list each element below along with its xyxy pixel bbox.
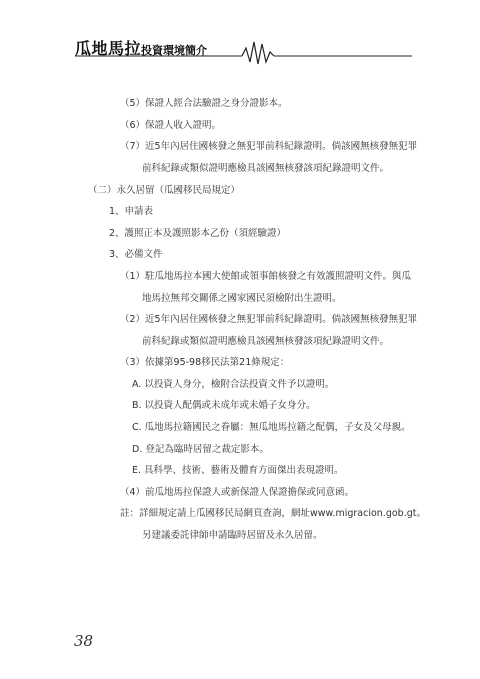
text-line: 2、護照正本及護照影本乙份（須經驗證）: [109, 228, 287, 239]
header-waveform-decoration: [0, 28, 480, 68]
list-item: B. 以投資人配偶或未成年或未婚子女身分。: [132, 400, 316, 411]
list-item: C. 瓜地馬拉籍國民之眷屬：無瓜地馬拉籍之配偶，子女及父母親。: [132, 422, 411, 433]
text-line: （3）依據第95-98移民法第21條規定：: [120, 357, 290, 368]
header-title: [75, 36, 207, 59]
header-title-sub: 投資環境簡介: [141, 44, 208, 57]
text-line: （4）前瓜地馬拉保證人或新保證人保證擔保或同意函。: [120, 487, 355, 498]
list-item: E. 具科學、技術、藝術及體育方面傑出表現證明。: [132, 465, 344, 476]
note-text: 另建議委託律師申請臨時居留及永久居留。: [142, 530, 323, 541]
text-line: （1）駐瓜地馬拉本國大使館或領事館核發之有效護照證明文件。與瓜: [120, 271, 412, 282]
text-line: （6）保證人收入證明。: [120, 120, 222, 131]
list-item: D. 登記為臨時居留之裁定影本。: [132, 444, 269, 455]
text-line: （5）保證人經合法驗證之身分證影本。: [120, 98, 288, 109]
text-line: （7）近5年內居住國核發之無犯罪前科紀錄證明。倘該國無核發無犯罪: [120, 141, 418, 152]
page-header: [0, 0, 480, 70]
text-line: 前科紀錄或類似證明應檢具該國無核發該項紀錄證明文件。: [142, 163, 390, 174]
text-line: 前科紀錄或類似證明應檢具該國無核發該項紀錄證明文件。: [142, 336, 390, 347]
page-number: 38: [74, 632, 94, 650]
text-line: （2）近5年內居住國核發之無犯罪前科紀錄證明。倘該國無核發無犯罪: [120, 314, 418, 325]
list-item: A. 以投資人身分，檢附合法投資文件予以證明。: [132, 379, 335, 390]
section-heading: （二）永久居留（瓜國移民局規定）: [88, 185, 241, 196]
text-line: 3、必備文件: [109, 249, 163, 260]
note-text: 註：詳細規定請上瓜國移民局網頁查詢，網址www.migracion.gob.gt。: [120, 508, 426, 519]
text-line: 1、申請表: [109, 206, 154, 217]
header-title-main: 瓜地馬拉: [75, 39, 142, 58]
text-line: 地馬拉無邦交關係之國家國民須檢附出生證明。: [142, 293, 342, 304]
